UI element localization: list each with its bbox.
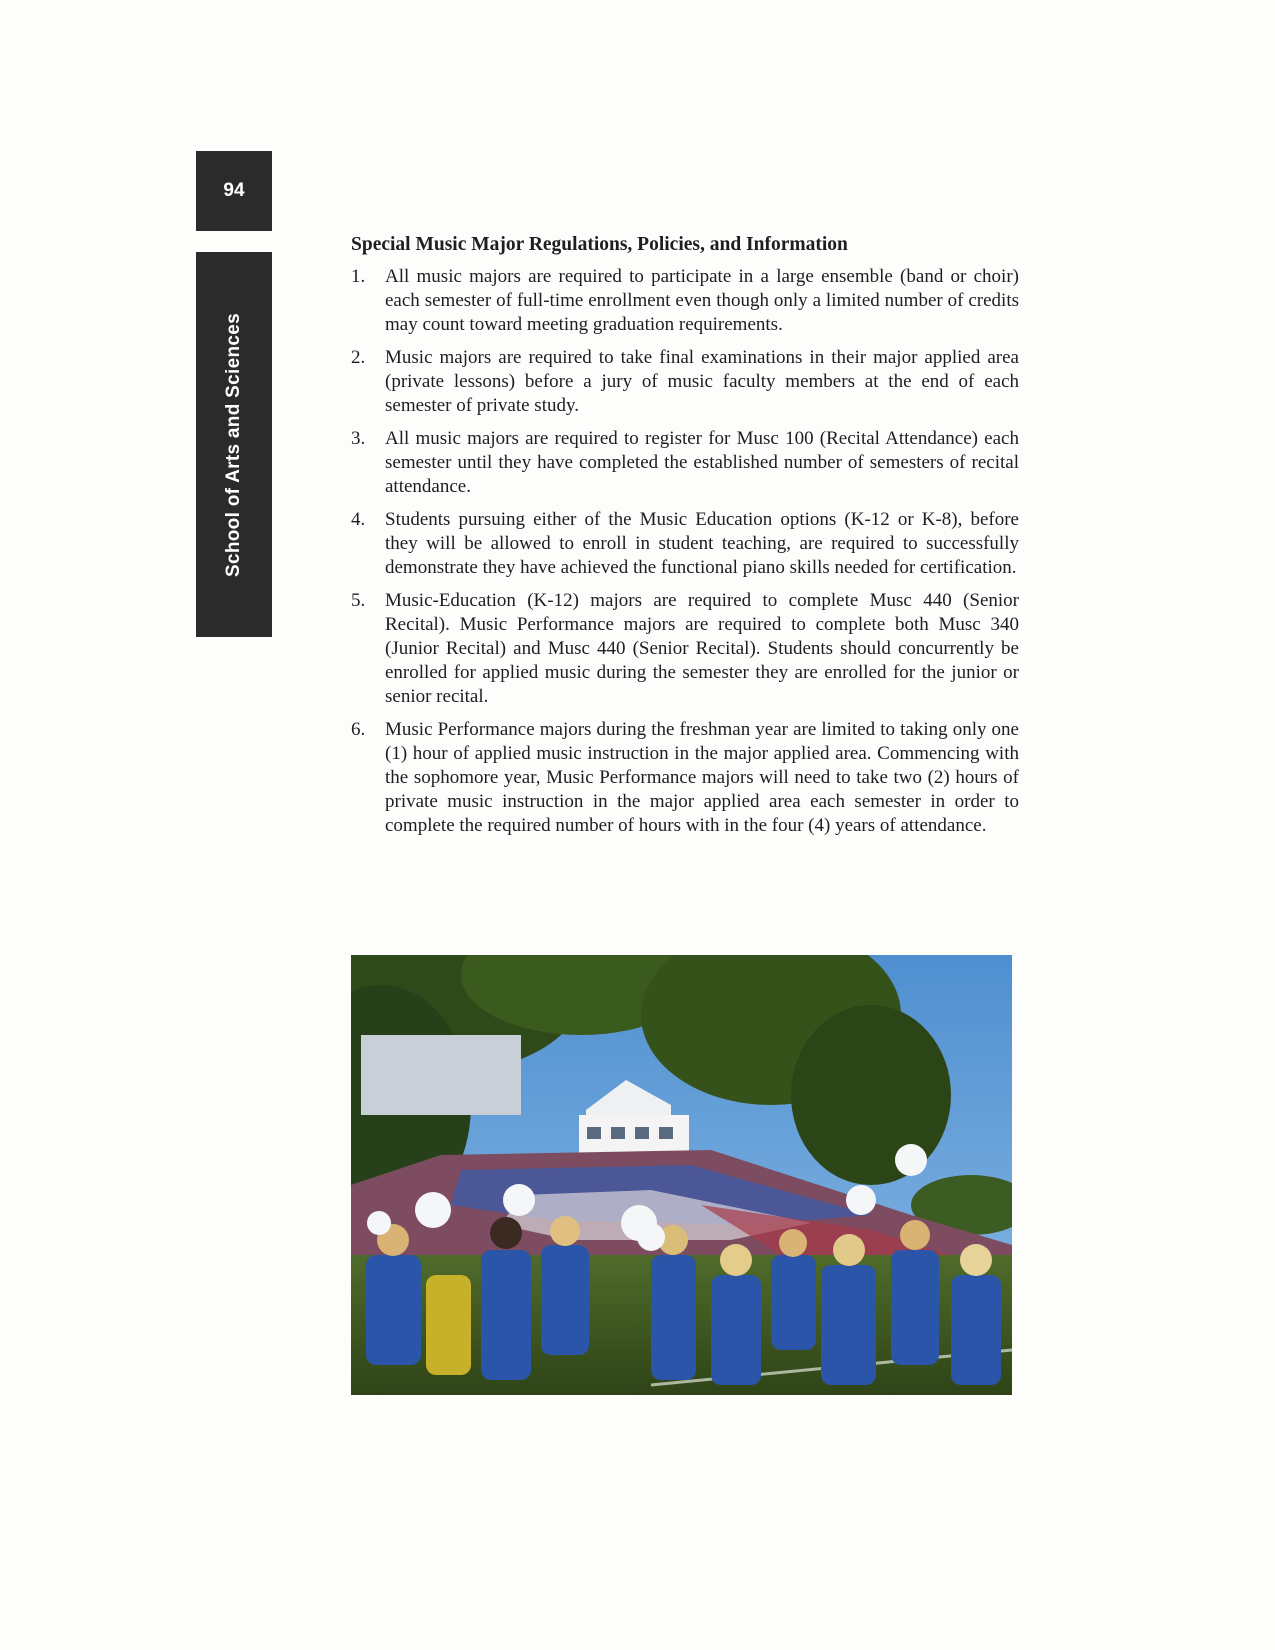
item-number: 3. [351,428,366,449]
section-title: School of Arts and Sciences [223,312,244,577]
item-text: Music majors are required to take final examinations in their major applied area (private lessons) before a jury of music faculty members at the end of each semester of private study. [385,347,1019,416]
item-number: 1. [351,266,366,287]
list-item [351,718,1019,838]
regulations-list [351,265,1019,838]
section-tab [196,252,272,637]
item-text: All music majors are required to participate in a large ensemble (band or choir) each semester of full-time enrollment even though only a limited number of credits may count toward meeting graduation requirements. [385,266,1019,335]
item-number: 5. [351,590,366,611]
list-item [351,427,1019,499]
list-item [351,346,1019,418]
item-text: Music-Education (K-12) majors are required to complete Musc 440 (Senior Recital). Music Performance majors are required to complete both Musc 340 (Junior Recital) and Musc 440 (Senior Recital). Students should concurrently be enrolled for applied music during the semester they are enrolled for the junior or senior recital. [385,590,1019,707]
item-number: 4. [351,509,366,530]
list-item [351,265,1019,337]
list-item [351,589,1019,709]
item-number: 2. [351,347,366,368]
item-text: All music majors are required to register for Musc 100 (Recital Attendance) each semester until they have completed the established number of semesters of recital attendance. [385,428,1019,497]
item-text: Students pursuing either of the Music Education options (K-12 or K-8), before they will be allowed to enroll in student teaching, are required to successfully demonstrate they have achieved the functional piano skills needed for certification. [385,509,1019,578]
left-building [361,1035,521,1115]
page-number-tab [196,151,272,231]
photo-illustration [351,955,1012,1395]
item-text: Music Performance majors during the freshman year are limited to taking only one (1) hour of applied music instruction in the major applied area. Commencing with the sophomore year, Music Performance majors will need to take two (2) hours of private music instruction in the major applied area each semester in order to complete the required number of hours with in the four (4) years of attendance. [385,719,1019,836]
cheerleaders-photo [351,955,1012,1395]
list-item [351,508,1019,580]
item-number: 6. [351,719,366,740]
section-heading: Special Music Major Regulations, Policies, and Information [351,234,848,255]
page-number: 94 [223,180,245,201]
main-content [351,234,1019,847]
